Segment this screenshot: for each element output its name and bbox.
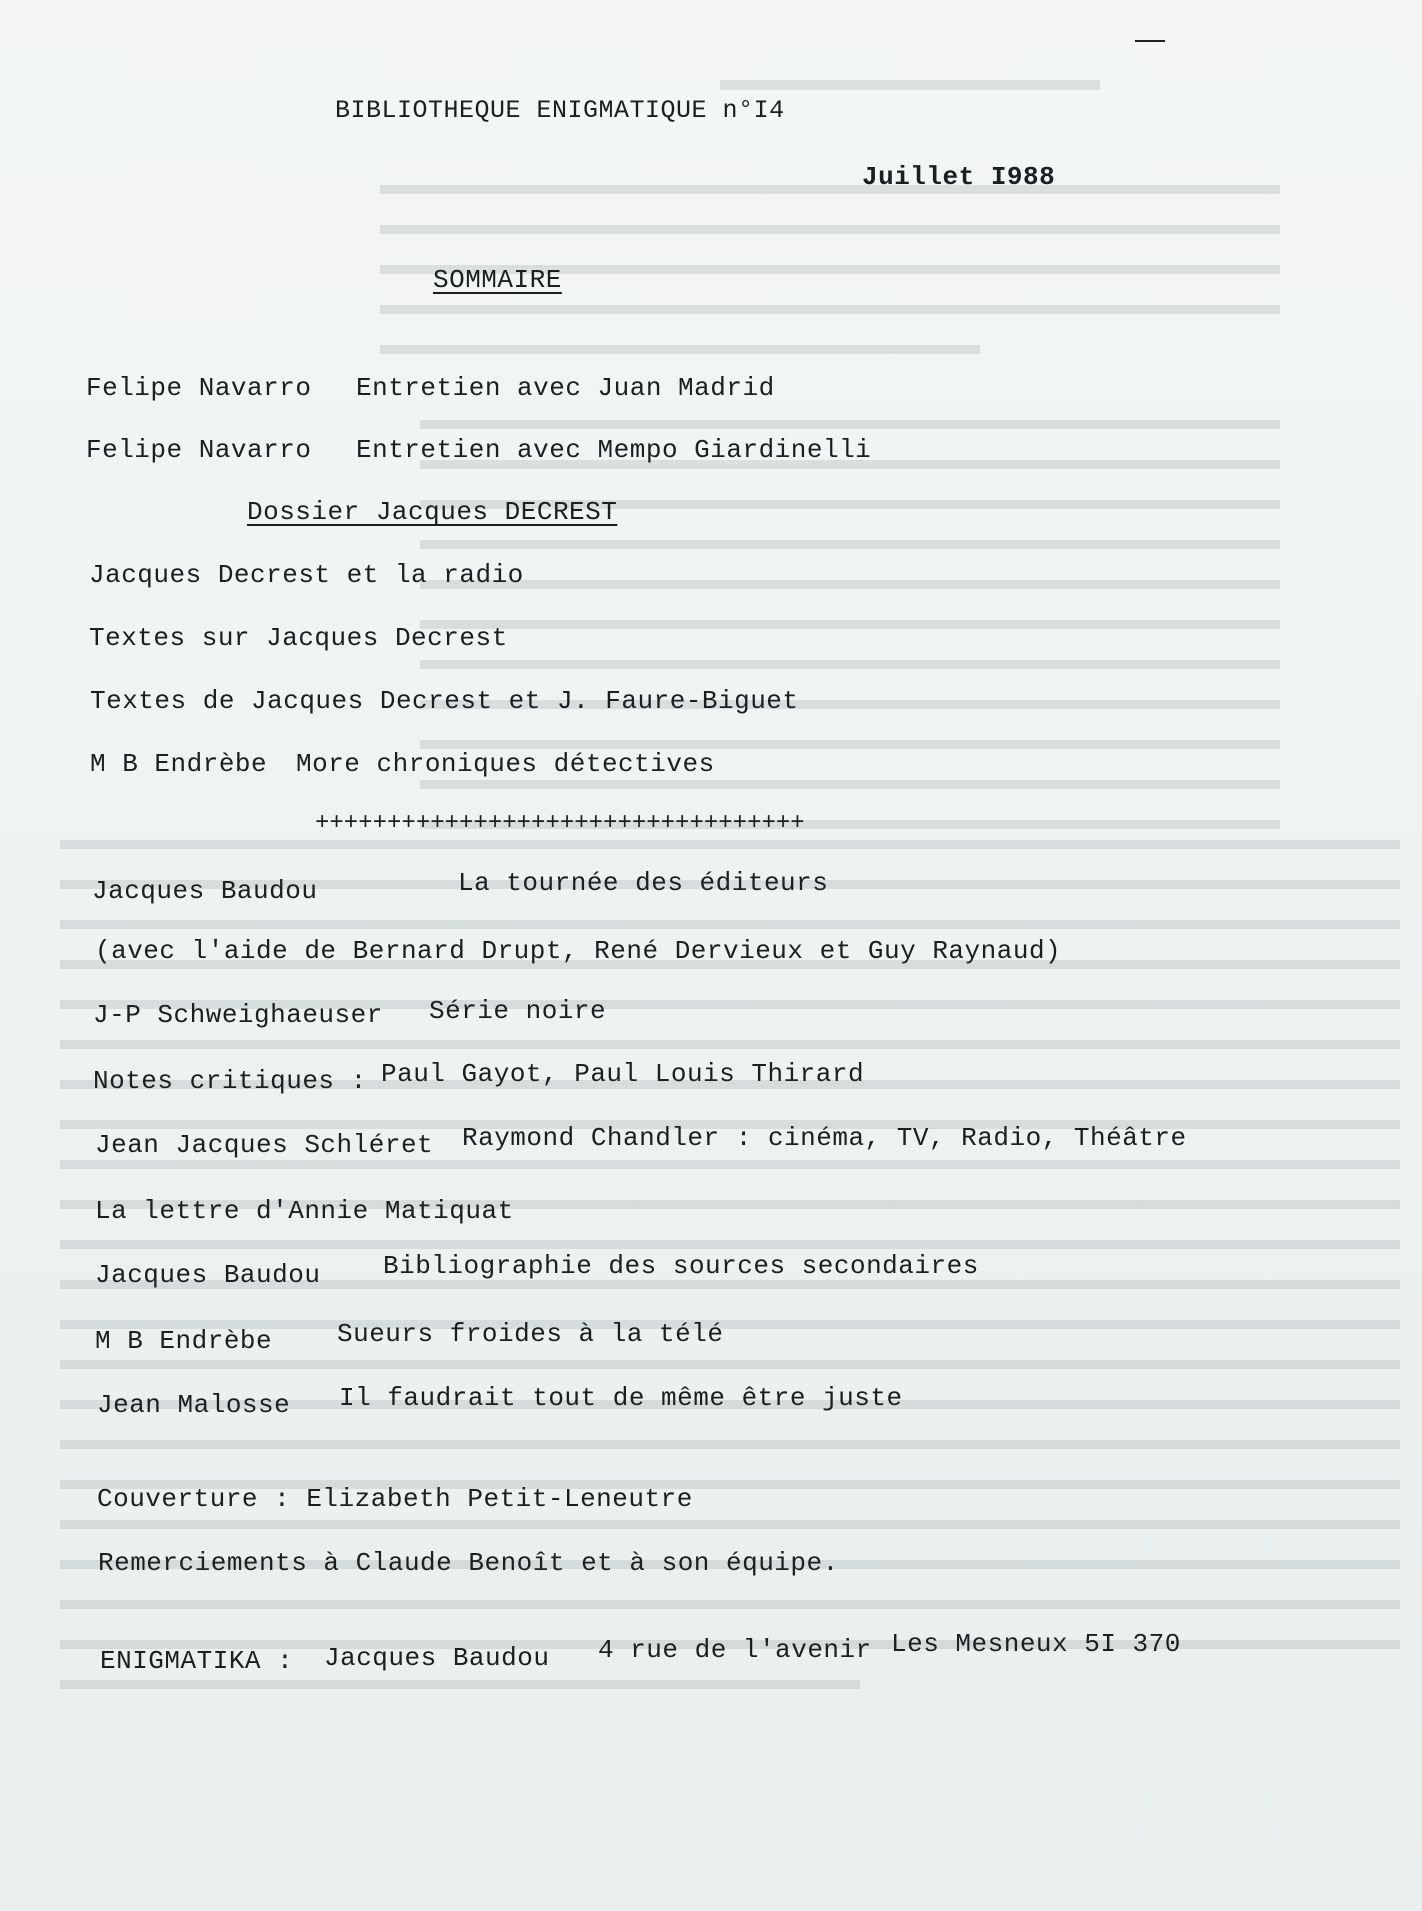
entry-title: La tournée des éditeurs (458, 868, 829, 898)
acknowledgements: Remerciements à Claude Benoît et à son équipe. (98, 1548, 839, 1578)
entry-author: Felipe Navarro (86, 373, 312, 403)
entry-title: Entretien avec Mempo Giardinelli (356, 435, 872, 465)
list-item (95, 1251, 979, 1290)
list-item: Textes de Jacques Decrest et J. Faure-Biguet (90, 686, 799, 716)
list-item (97, 1383, 903, 1420)
entry-title: Paul Gayot, Paul Louis Thirard (381, 1059, 865, 1089)
entry-title: Bibliographie des sources secondaires (383, 1251, 979, 1281)
publisher-address: 4 rue de l'avenir (598, 1635, 872, 1665)
entry-author: Notes critiques : (93, 1066, 367, 1096)
list-item (86, 435, 872, 465)
cover-credit: Couverture : Elizabeth Petit-Leneutre (97, 1484, 693, 1514)
publisher-label: ENIGMATIKA : (100, 1646, 294, 1676)
list-item (86, 373, 775, 403)
publisher-footer (100, 1629, 1181, 1676)
list-item: Textes sur Jacques Decrest (89, 623, 508, 653)
entry-title: Série noire (429, 996, 607, 1026)
separator-line: ++++++++++++++++++++++++++++++++++ (315, 810, 805, 837)
entry-author: M B Endrèbe (90, 749, 268, 779)
entry-author: J-P Schweighaeuser (93, 1000, 383, 1030)
entry-author: Jean Jacques Schléret (95, 1130, 434, 1160)
section-heading-sommaire: SOMMAIRE (433, 265, 562, 295)
entry-author: La lettre d'Annie Matiquat (95, 1196, 514, 1226)
entry-title: More chroniques détectives (296, 749, 715, 779)
list-item (95, 1196, 514, 1226)
pen-mark (1135, 40, 1165, 42)
entry-author: Jacques Baudou (92, 876, 318, 906)
publisher-city: Les Mesneux 5I 370 (891, 1629, 1181, 1659)
issue-date: Juillet I988 (862, 162, 1056, 192)
entry-title: Raymond Chandler : cinéma, TV, Radio, Théâtre (462, 1123, 1187, 1153)
list-item (90, 749, 715, 779)
entry-title: Il faudrait tout de même être juste (339, 1383, 903, 1413)
list-item (95, 1319, 724, 1356)
list-item (95, 1123, 1187, 1160)
entry-title: Sueurs froides à la télé (337, 1319, 724, 1349)
entry-author: M B Endrèbe (95, 1326, 273, 1356)
entry-author: Jean Malosse (97, 1390, 291, 1420)
list-item (93, 996, 607, 1030)
dossier-heading: Dossier Jacques DECREST (247, 497, 618, 527)
list-item (93, 1059, 865, 1096)
list-item: Jacques Decrest et la radio (89, 560, 524, 590)
entry-author: Felipe Navarro (86, 435, 312, 465)
contributors-line: (avec l'aide de Bernard Drupt, René Dervieux et Guy Raynaud) (95, 936, 1062, 966)
entry-title: Entretien avec Juan Madrid (356, 373, 775, 403)
entry-author: Jacques Baudou (95, 1260, 321, 1290)
list-item (92, 868, 829, 906)
publisher-name: Jacques Baudou (324, 1643, 550, 1673)
document-title: BIBLIOTHEQUE ENIGMATIQUE n°I4 (335, 96, 785, 125)
